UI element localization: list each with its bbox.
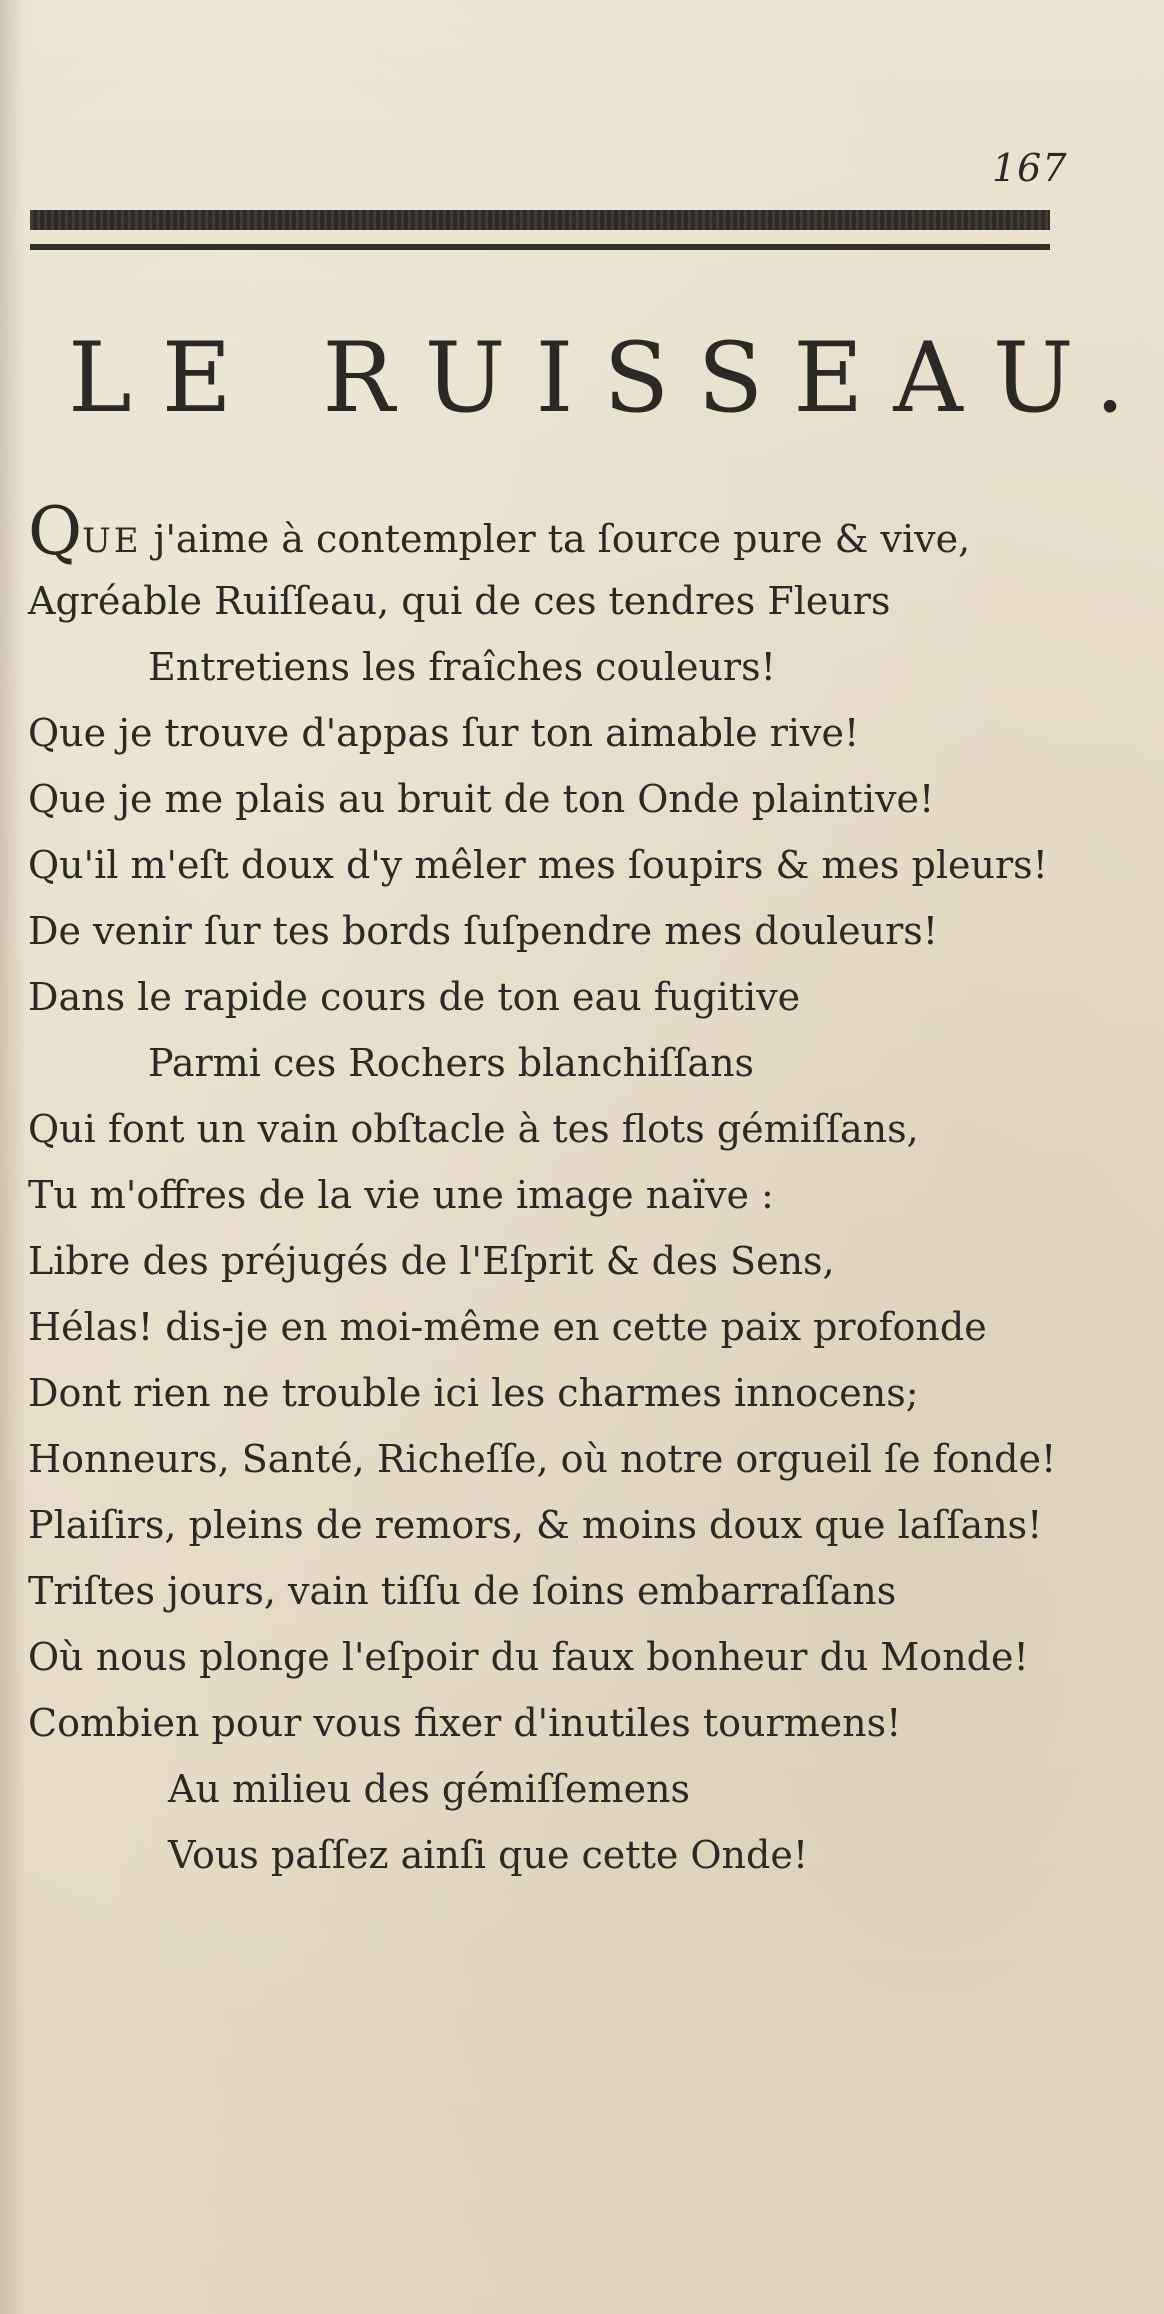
poem-line: Entretiens les fraîches couleurs! [148,645,776,689]
poem-line: Agréable Ruiſſeau, qui de ces tendres Fleurs [28,579,891,623]
poem-line: Où nous plonge l'eſpoir du faux bonheur du Monde! [28,1635,1029,1679]
drop-cap: Q [28,493,83,570]
poem-line: Que je me plais au bruit de ton Onde plaintive! [28,777,935,821]
poem-line: Triſtes jours, vain tiſſu de ſoins embarraſſans [28,1569,897,1613]
poem-line: Plaiſirs, pleins de remors, & moins doux que laſſans! [28,1503,1043,1547]
poem-line: Libre des préjugés de l'Eſprit & des Sens, [28,1239,835,1283]
poem-line: Qui font un vain obſtacle à tes flots gémiſſans, [28,1107,919,1151]
poem-line: Honneurs, Santé, Richeſſe, où notre orgueil ſe fonde! [28,1437,1057,1481]
poem-line: Qu'il m'eſt doux d'y mêler mes ſoupirs & mes pleurs! [28,843,1048,887]
header-rule-thick [30,210,1050,230]
poem-line-first [28,493,1138,570]
poem-line-text: j'aime à contempler ta ſource pure & vive, [141,517,971,561]
poem-line: Que je trouve d'appas ſur ton aimable rive! [28,711,860,755]
header-rule-thin [30,244,1050,250]
poem-line: Parmi ces Rochers blanchiſſans [148,1041,755,1085]
spine-shadow [0,0,26,2314]
poem-line: Dans le rapide cours de ton eau fugitive [28,975,801,1019]
poem-line: Au milieu des gémiſſemens [168,1767,691,1811]
page-number: 167 [992,146,1068,190]
poem-line: Dont rien ne trouble ici les charmes innocens; [28,1371,919,1415]
poem-line: Hélas! dis-je en moi-même en cette paix profonde [28,1305,987,1349]
poem-body [28,493,1138,1888]
poem-line: Vous paſſez ainſi que cette Onde! [168,1833,809,1877]
poem-line: De venir ſur tes bords ſuſpendre mes douleurs! [28,909,939,953]
poem-line: Combien pour vous fixer d'inutiles tourmens! [28,1701,902,1745]
small-caps: UE [82,521,142,561]
poem-title: LE RUISSEAU. [68,322,1156,434]
poem-line: Tu m'offres de la vie une image naïve : [28,1173,774,1217]
